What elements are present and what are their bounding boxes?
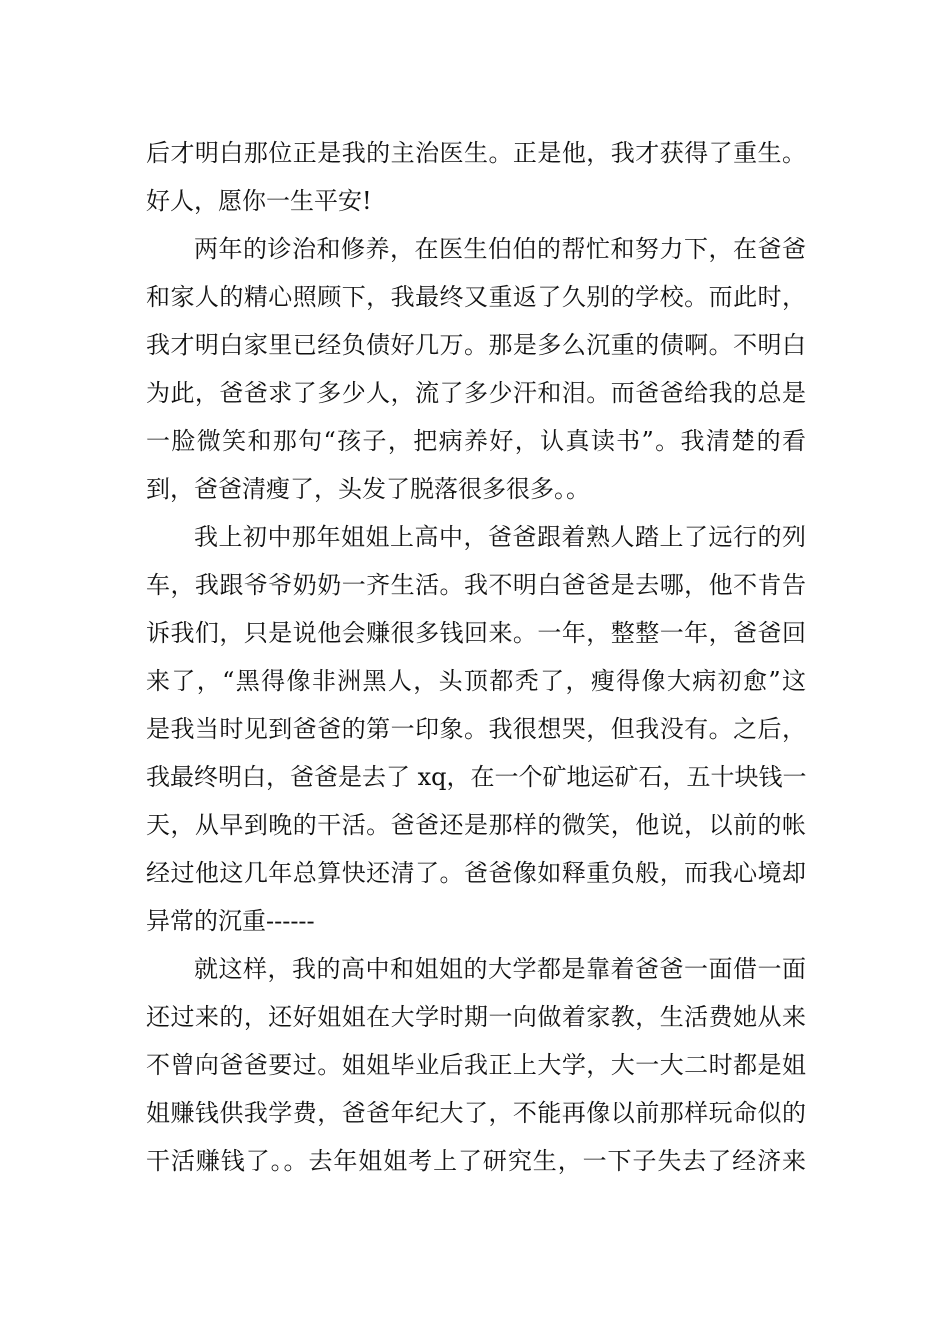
text-line: 我上初中那年姐姐上高中，爸爸跟着熟人踏上了远行的列: [194, 523, 806, 551]
document-body: [146, 129, 806, 1185]
text-line: 干活赚钱了。。去年姐姐考上了研究生，一下子失去了经济来: [146, 1147, 806, 1175]
text-line: 异常的沉重------: [146, 907, 315, 935]
text-line: 好人，愿你一生平安!: [146, 187, 372, 215]
text-line: 车，我跟爷爷奶奶一齐生活。我不明白爸爸是去哪，他不肯告: [146, 571, 806, 599]
text-line: 一脸微笑和那句“孩子，把病养好，认真读书”。我清楚的看: [146, 427, 806, 455]
text-line: 还过来的，还好姐姐在大学时期一向做着家教，生活费她从来: [146, 1003, 806, 1031]
text-line: 就这样，我的高中和姐姐的大学都是靠着爸爸一面借一面: [194, 955, 806, 983]
text-line: 来了，“黑得像非洲黑人，头顶都秃了，瘦得像大病初愈”这: [146, 667, 806, 695]
text-line: 和家人的精心照顾下，我最终又重返了久别的学校。而此时，: [146, 283, 806, 311]
text-line: 我才明白家里已经负债好几万。那是多么沉重的债啊。不明白: [146, 331, 806, 359]
text-line: 为此，爸爸求了多少人，流了多少汗和泪。而爸爸给我的总是: [146, 379, 806, 407]
text-line: 到，爸爸清瘦了，头发了脱落很多很多。。: [146, 475, 590, 503]
text-line: 诉我们，只是说他会赚很多钱回来。一年，整整一年，爸爸回: [146, 619, 806, 647]
text-line: 是我当时见到爸爸的第一印象。我很想哭，但我没有。之后，: [146, 715, 806, 743]
text-line: 两年的诊治和修养，在医生伯伯的帮忙和努力下，在爸爸: [194, 235, 806, 263]
text-line: 天，从早到晚的干活。爸爸还是那样的微笑，他说，以前的帐: [146, 811, 806, 839]
text-line: 我最终明白，爸爸是去了 xq，在一个矿地运矿石，五十块钱一: [146, 763, 807, 791]
text-line: 不曾向爸爸要过。姐姐毕业后我正上大学，大一大二时都是姐: [146, 1051, 806, 1079]
text-line: 经过他这几年总算快还清了。爸爸像如释重负般，而我心境却: [146, 859, 806, 887]
text-line: 姐赚钱供我学费，爸爸年纪大了，不能再像以前那样玩命似的: [146, 1099, 806, 1127]
text-line: 后才明白那位正是我的主治医生。正是他，我才获得了重生。: [146, 139, 806, 167]
